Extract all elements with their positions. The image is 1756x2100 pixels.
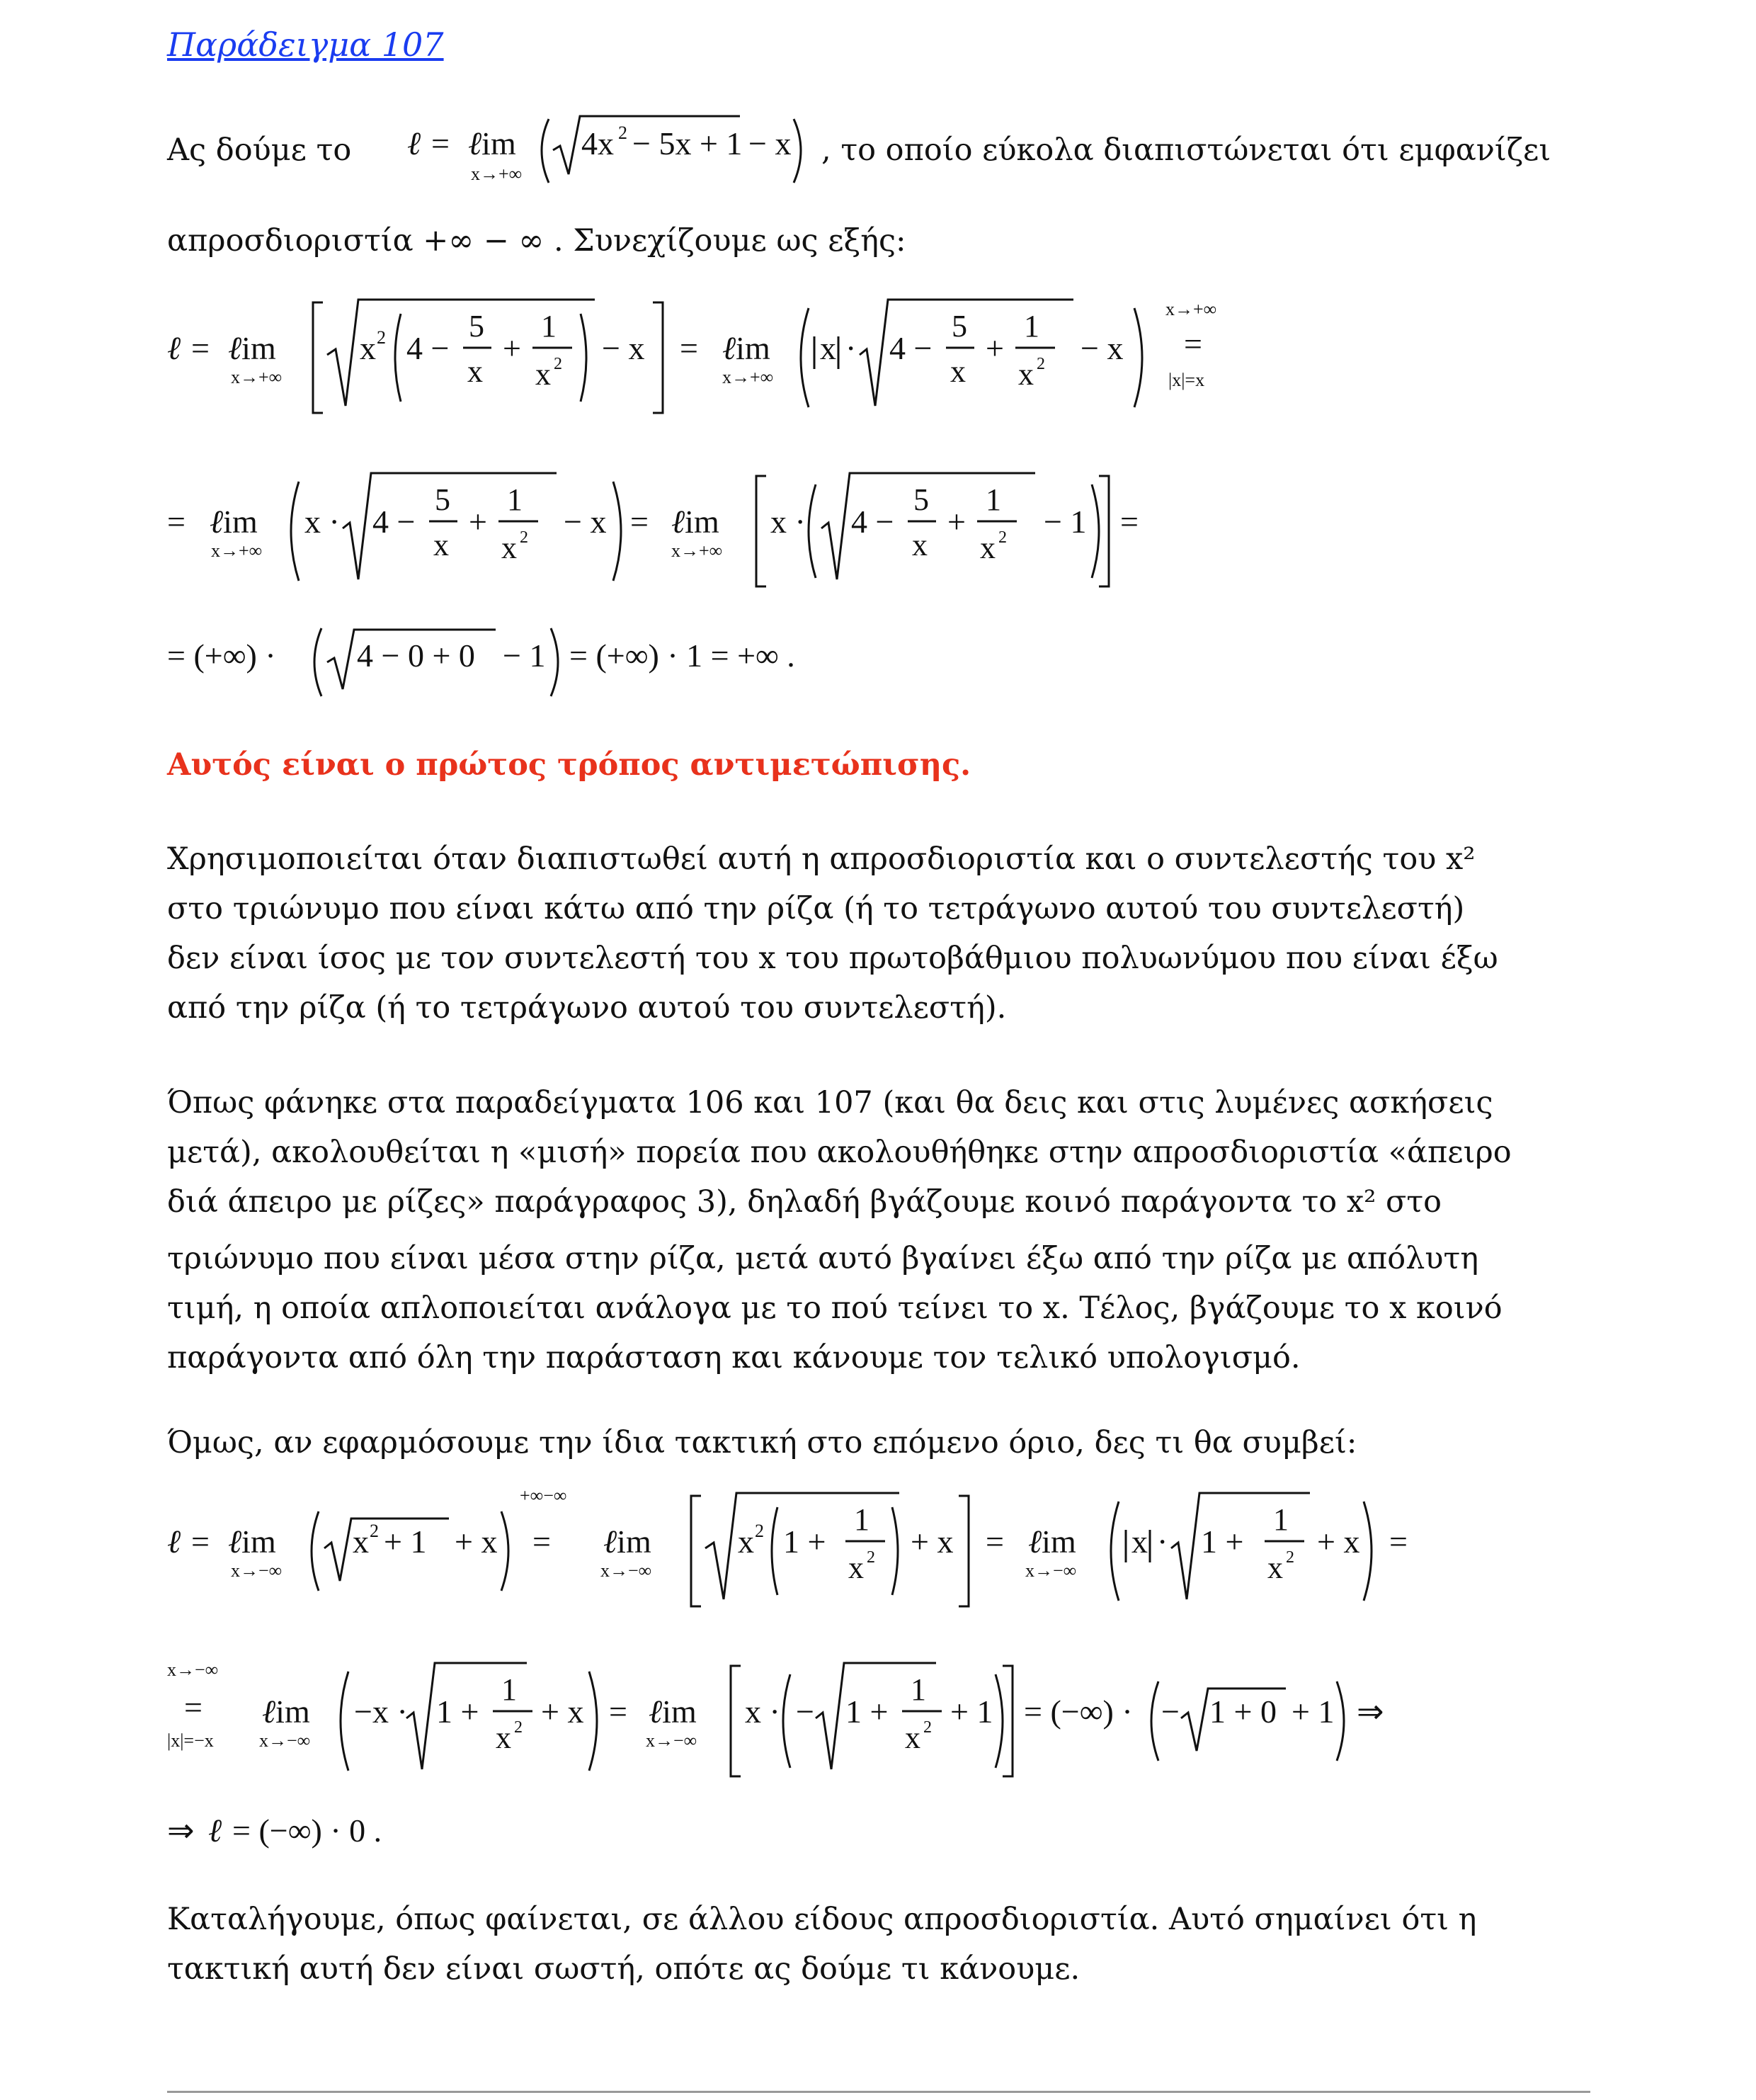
highlight-statement: Αυτός είναι ο πρώτος τρόπος αντιμετώπισης. <box>167 747 971 783</box>
svg-text:−: − <box>796 1693 814 1730</box>
svg-text:1: 1 <box>911 1672 926 1707</box>
svg-text:x→−∞: x→−∞ <box>646 1730 697 1751</box>
para2-line2: στο τριώνυμο που είναι κάτω από την ρίζα (ή το τετράγωνο αυτού του συντελεστή) <box>167 891 1465 926</box>
svg-text:+: + <box>469 504 487 540</box>
svg-text:=: = <box>680 330 698 366</box>
derivation1-row2 <box>167 460 1272 595</box>
svg-text:ℓim: ℓim <box>228 330 276 366</box>
svg-text:= (+∞) · 1 = +∞ .: = (+∞) · 1 = +∞ . <box>569 637 795 674</box>
svg-text:ℓ: ℓ <box>167 330 181 366</box>
svg-text:− x: − x <box>1081 330 1124 366</box>
para1-text-after: , το οποίο εύκολα διαπιστώνεται ότι εμφανίζει <box>821 132 1551 168</box>
svg-text:ℓim: ℓim <box>649 1693 697 1730</box>
svg-text:4 −: 4 − <box>406 330 450 366</box>
svg-text:= (−∞) · 0 .: = (−∞) · 0 . <box>232 1812 382 1849</box>
svg-text:⇒: ⇒ <box>1357 1693 1384 1730</box>
svg-text:x: x <box>433 528 449 562</box>
svg-text:x→−∞: x→−∞ <box>600 1560 652 1581</box>
svg-text:x: x <box>820 330 836 366</box>
para3-line6: παράγοντα από όλη την παράσταση και κάνουμε τον τελικό υπολογισμό. <box>167 1340 1301 1375</box>
svg-text:+ x: + x <box>1317 1523 1360 1560</box>
svg-text:=: = <box>1389 1523 1408 1560</box>
para3-line1: Όπως φάνηκε στα παραδείγματα 106 και 107 (και θα δεις και στις λυμένες ασκήσεις <box>167 1085 1493 1120</box>
svg-text:+∞−∞: +∞−∞ <box>520 1485 567 1506</box>
svg-text:x: x <box>501 530 517 565</box>
svg-text:ℓim: ℓim <box>1028 1523 1076 1560</box>
svg-text:x ·: x · <box>745 1693 780 1730</box>
svg-text:x: x <box>950 354 966 389</box>
svg-text:5: 5 <box>913 482 929 517</box>
svg-text:x→+∞: x→+∞ <box>471 164 523 184</box>
svg-text:+: + <box>947 504 966 540</box>
svg-text:1 +: 1 + <box>783 1523 826 1560</box>
svg-text:4 −: 4 − <box>889 330 933 366</box>
para2-line3: δεν είναι ίσος με τον συντελεστή του x του πρωτοβάθμιου πολυωνύμου που είναι έξω <box>167 941 1498 976</box>
svg-text:=: = <box>630 504 649 540</box>
svg-text:x→−∞: x→−∞ <box>231 1560 283 1581</box>
svg-text:+ 1: + 1 <box>1292 1693 1335 1730</box>
derivation2-row2 <box>167 1650 1442 1785</box>
svg-text:x→+∞: x→+∞ <box>211 540 263 561</box>
svg-text:2: 2 <box>377 327 386 348</box>
svg-text:5: 5 <box>469 309 484 344</box>
svg-text:+ x: + x <box>541 1693 584 1730</box>
derivation2-row1 <box>167 1480 1442 1615</box>
para1-line2: απροσδιοριστία +∞ − ∞ . Συνεχίζουμε ως εξής: <box>167 223 906 259</box>
svg-text:2: 2 <box>1286 1548 1294 1567</box>
svg-text:ℓim: ℓim <box>228 1523 276 1560</box>
svg-text:1: 1 <box>1273 1502 1289 1537</box>
svg-text:+ x: + x <box>911 1523 954 1560</box>
svg-text:x: x <box>738 1523 754 1560</box>
svg-text:− 5x + 1: − 5x + 1 <box>632 125 743 161</box>
svg-text:ℓ: ℓ <box>167 1523 181 1560</box>
svg-text:x: x <box>1267 1550 1283 1585</box>
svg-text:=: = <box>167 504 186 540</box>
svg-text:=: = <box>986 1523 1004 1560</box>
svg-text:x: x <box>1131 1523 1148 1560</box>
svg-text:− x: − x <box>602 330 645 366</box>
para3-line3: διά άπειρο με ρίζες» παράγραφος 3), δηλαδή βγάζουμε κοινό παράγοντα το x² στο <box>167 1184 1442 1220</box>
svg-text:x: x <box>1018 357 1034 392</box>
svg-text:5: 5 <box>435 482 450 517</box>
svg-text:1: 1 <box>854 1502 870 1537</box>
svg-text:x→−∞: x→−∞ <box>167 1659 219 1680</box>
svg-text:= (+∞) ·: = (+∞) · <box>167 637 276 674</box>
para3-line2: μετά), ακολουθείται η «μισή» πορεία που ακολουθήθηκε στην απροσδιοριστία «άπειρο <box>167 1135 1512 1170</box>
para5-line2: τακτική αυτή δεν είναι σωστή, οπότε ας δούμε τι κάνουμε. <box>167 1951 1081 1987</box>
svg-text:1 +: 1 + <box>436 1693 479 1730</box>
svg-text:+ 1: + 1 <box>384 1523 427 1560</box>
para3-line5: τιμή, η οποία απλοποιείται ανάλογα με το πού τείνει το x. Τέλος, βγάζουμε το x κοινό <box>167 1290 1503 1326</box>
svg-text:=: = <box>1120 504 1139 540</box>
svg-text:x→−∞: x→−∞ <box>1025 1560 1077 1581</box>
para2-line4: από την ρίζα (ή το τετράγωνο αυτού του συντελεστή). <box>167 990 1007 1026</box>
footer-divider <box>167 2091 1590 2093</box>
svg-text:2: 2 <box>554 355 562 373</box>
svg-text:x: x <box>912 528 928 562</box>
svg-text:−x ·: −x · <box>354 1693 408 1730</box>
svg-text:=: = <box>191 330 210 366</box>
svg-text:·: · <box>1157 1523 1168 1560</box>
svg-text:x: x <box>905 1720 920 1755</box>
example-heading-link[interactable]: Παράδειγμα 107 <box>167 25 444 64</box>
svg-text:|x|=−x: |x|=−x <box>167 1730 214 1751</box>
svg-text:− x: − x <box>748 125 792 161</box>
svg-text:1 +: 1 + <box>845 1693 889 1730</box>
svg-text:ℓim: ℓim <box>671 504 719 540</box>
svg-text:− 1: − 1 <box>503 637 546 674</box>
svg-text:ℓ: ℓ <box>208 1812 222 1849</box>
svg-text:x: x <box>496 1720 511 1755</box>
svg-text:2: 2 <box>520 528 528 547</box>
svg-text:ℓim: ℓim <box>210 504 258 540</box>
svg-text:x: x <box>467 354 483 389</box>
svg-text:|x|=x: |x|=x <box>1168 370 1205 390</box>
svg-text:=: = <box>532 1523 551 1560</box>
svg-text:x: x <box>535 357 551 392</box>
svg-text:⇒: ⇒ <box>167 1812 195 1849</box>
svg-text:+: + <box>986 330 1004 366</box>
svg-text:x→+∞: x→+∞ <box>1165 299 1217 319</box>
svg-text:2: 2 <box>923 1718 932 1737</box>
svg-text:2: 2 <box>867 1548 875 1567</box>
svg-text:5: 5 <box>952 309 967 344</box>
para1-line1 <box>167 129 351 171</box>
svg-text:1: 1 <box>501 1672 517 1707</box>
svg-text:− 1: − 1 <box>1044 504 1087 540</box>
svg-text:4 −: 4 − <box>851 504 894 540</box>
svg-text:ℓim: ℓim <box>262 1693 310 1730</box>
svg-text:x: x <box>353 1523 369 1560</box>
svg-text:2: 2 <box>1037 355 1045 373</box>
svg-text:ℓim: ℓim <box>603 1523 651 1560</box>
svg-text:1: 1 <box>541 309 557 344</box>
para1-text-before: Ας δούμε το <box>167 132 352 168</box>
svg-text:1: 1 <box>507 482 523 517</box>
svg-text:− x: − x <box>564 504 607 540</box>
svg-text:+ 1: + 1 <box>950 1693 993 1730</box>
svg-text:1 + 0: 1 + 0 <box>1209 1693 1277 1730</box>
svg-text:2: 2 <box>618 123 627 143</box>
svg-text:1: 1 <box>986 482 1001 517</box>
svg-text:=: = <box>184 1689 203 1725</box>
para2-line1: Χρησιμοποιείται όταν διαπιστωθεί αυτή η απροσδιοριστία και ο συντελεστής του x² <box>167 841 1476 877</box>
svg-text:=: = <box>609 1693 627 1730</box>
svg-text:x: x <box>360 330 376 366</box>
svg-text:x→+∞: x→+∞ <box>231 367 283 387</box>
svg-text:=: = <box>431 125 450 161</box>
svg-text:4 −: 4 − <box>372 504 416 540</box>
svg-text:1: 1 <box>1024 309 1039 344</box>
svg-text:x ·: x · <box>770 504 806 540</box>
svg-text:x→−∞: x→−∞ <box>259 1730 311 1751</box>
svg-text:2: 2 <box>514 1718 523 1737</box>
svg-text:·: · <box>845 330 857 366</box>
para1-inline-formula <box>407 106 846 198</box>
svg-text:=: = <box>1184 326 1202 362</box>
derivation1-row3 <box>167 620 1088 705</box>
svg-text:ℓ: ℓ <box>407 125 421 161</box>
svg-text:−: − <box>1161 1693 1180 1730</box>
svg-text:x ·: x · <box>304 504 340 540</box>
derivation1-row1 <box>167 287 1272 421</box>
derivation2-row3 <box>167 1799 592 1863</box>
svg-text:4x: 4x <box>581 125 614 161</box>
svg-text:x→+∞: x→+∞ <box>671 540 723 561</box>
svg-text:1 +: 1 + <box>1201 1523 1244 1560</box>
svg-text:2: 2 <box>755 1521 764 1541</box>
svg-text:2: 2 <box>370 1521 379 1541</box>
svg-text:+ x: + x <box>455 1523 498 1560</box>
svg-text:=: = <box>191 1523 210 1560</box>
svg-text:+: + <box>503 330 521 366</box>
para4-line: Όμως, αν εφαρμόσουμε την ίδια τακτική στο επόμενο όριο, δες τι θα συμβεί: <box>167 1425 1357 1460</box>
svg-text:= (−∞) ·: = (−∞) · <box>1024 1693 1133 1730</box>
svg-text:ℓim: ℓim <box>468 125 516 161</box>
para3-line4: τριώνυμο που είναι μέσα στην ρίζα, μετά αυτό βγαίνει έξω από την ρίζα με απόλυτη <box>167 1241 1479 1276</box>
svg-text:x→+∞: x→+∞ <box>722 367 774 387</box>
svg-text:4 − 0 + 0: 4 − 0 + 0 <box>357 637 475 674</box>
svg-text:2: 2 <box>998 528 1007 547</box>
svg-text:x: x <box>980 530 996 565</box>
svg-text:x: x <box>848 1550 864 1585</box>
para5-line1: Καταλήγουμε, όπως φαίνεται, σε άλλου είδους απροσδιοριστία. Αυτό σημαίνει ότι η <box>167 1902 1477 1937</box>
svg-text:ℓim: ℓim <box>722 330 770 366</box>
